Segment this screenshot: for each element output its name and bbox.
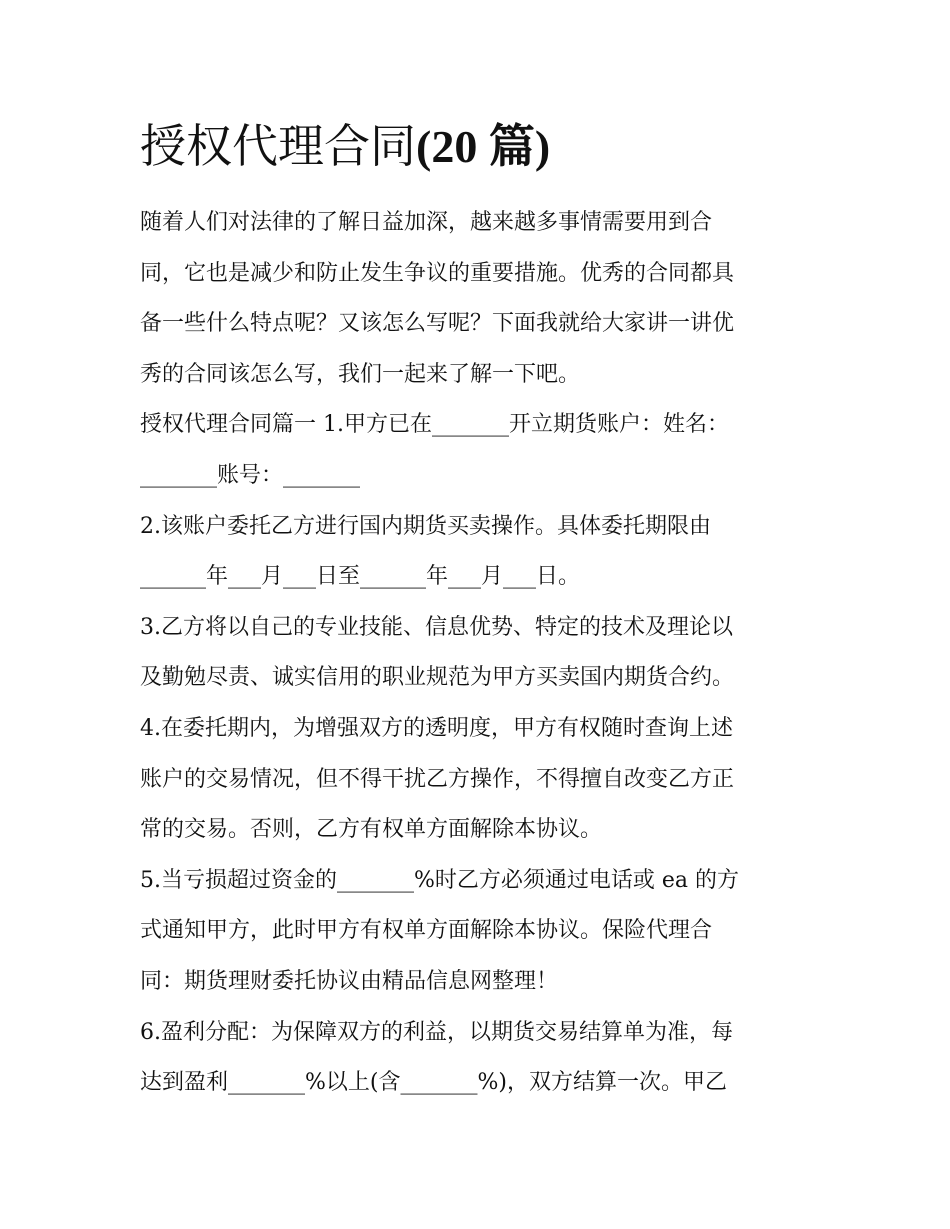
title-text: 授权代理合同 <box>140 119 416 173</box>
body-line: _______账号：_______ <box>140 462 361 488</box>
body-line: 随着人们对法律的了解日益加深，越来越多事情需要用到合 <box>140 210 713 235</box>
body-line: 6.盈利分配：为保障双方的利益，以期货交易结算单为准，每 <box>140 1019 733 1045</box>
document-title <box>140 116 840 177</box>
body-line: 达到盈利_______%以上(含_______%)，双方结算一次。甲乙 <box>140 1070 727 1096</box>
body-line: 5.当亏损超过资金的_______%时乙方必须通过电话或 ea 的方 <box>140 867 740 893</box>
body-line: 式通知甲方，此时甲方有权单方面解除本协议。保险代理合 <box>140 918 713 944</box>
body-line: 秀的合同该怎么写，我们一起来了解一下吧。 <box>140 361 581 387</box>
title-count: (20 篇) <box>416 121 551 172</box>
body-line: 常的交易。否则，乙方有权单方面解除本协议。 <box>140 817 603 843</box>
body-line: 4.在委托期内，为增强双方的透明度，甲方有权随时查询上述 <box>140 715 733 741</box>
body-line: 授权代理合同篇一 1.甲方已在_______开立期货账户：姓名： <box>140 412 729 438</box>
document-body <box>140 198 820 1109</box>
body-line: 3.乙方将以自己的专业技能、信息优势、特定的技术及理论以 <box>140 614 733 640</box>
body-line: 同：期货理财委托协议由精品信息网整理！ <box>140 968 559 994</box>
body-line: 账户的交易情况，但不得干扰乙方操作，不得擅自改变乙方正 <box>140 766 735 792</box>
body-line: 2.该账户委托乙方进行国内期货买卖操作。具体委托期限由 <box>140 513 711 539</box>
body-line: 同，它也是减少和防止发生争议的重要措施。优秀的合同都具 <box>140 260 735 286</box>
body-line: ______年___月___日至______年___月___日。 <box>140 564 581 590</box>
body-line: 备一些什么特点呢？又该怎么写呢？下面我就给大家讲一讲优 <box>140 311 735 337</box>
body-line: 及勤勉尽责、诚实信用的职业规范为甲方买卖国内期货合约。 <box>140 665 735 691</box>
